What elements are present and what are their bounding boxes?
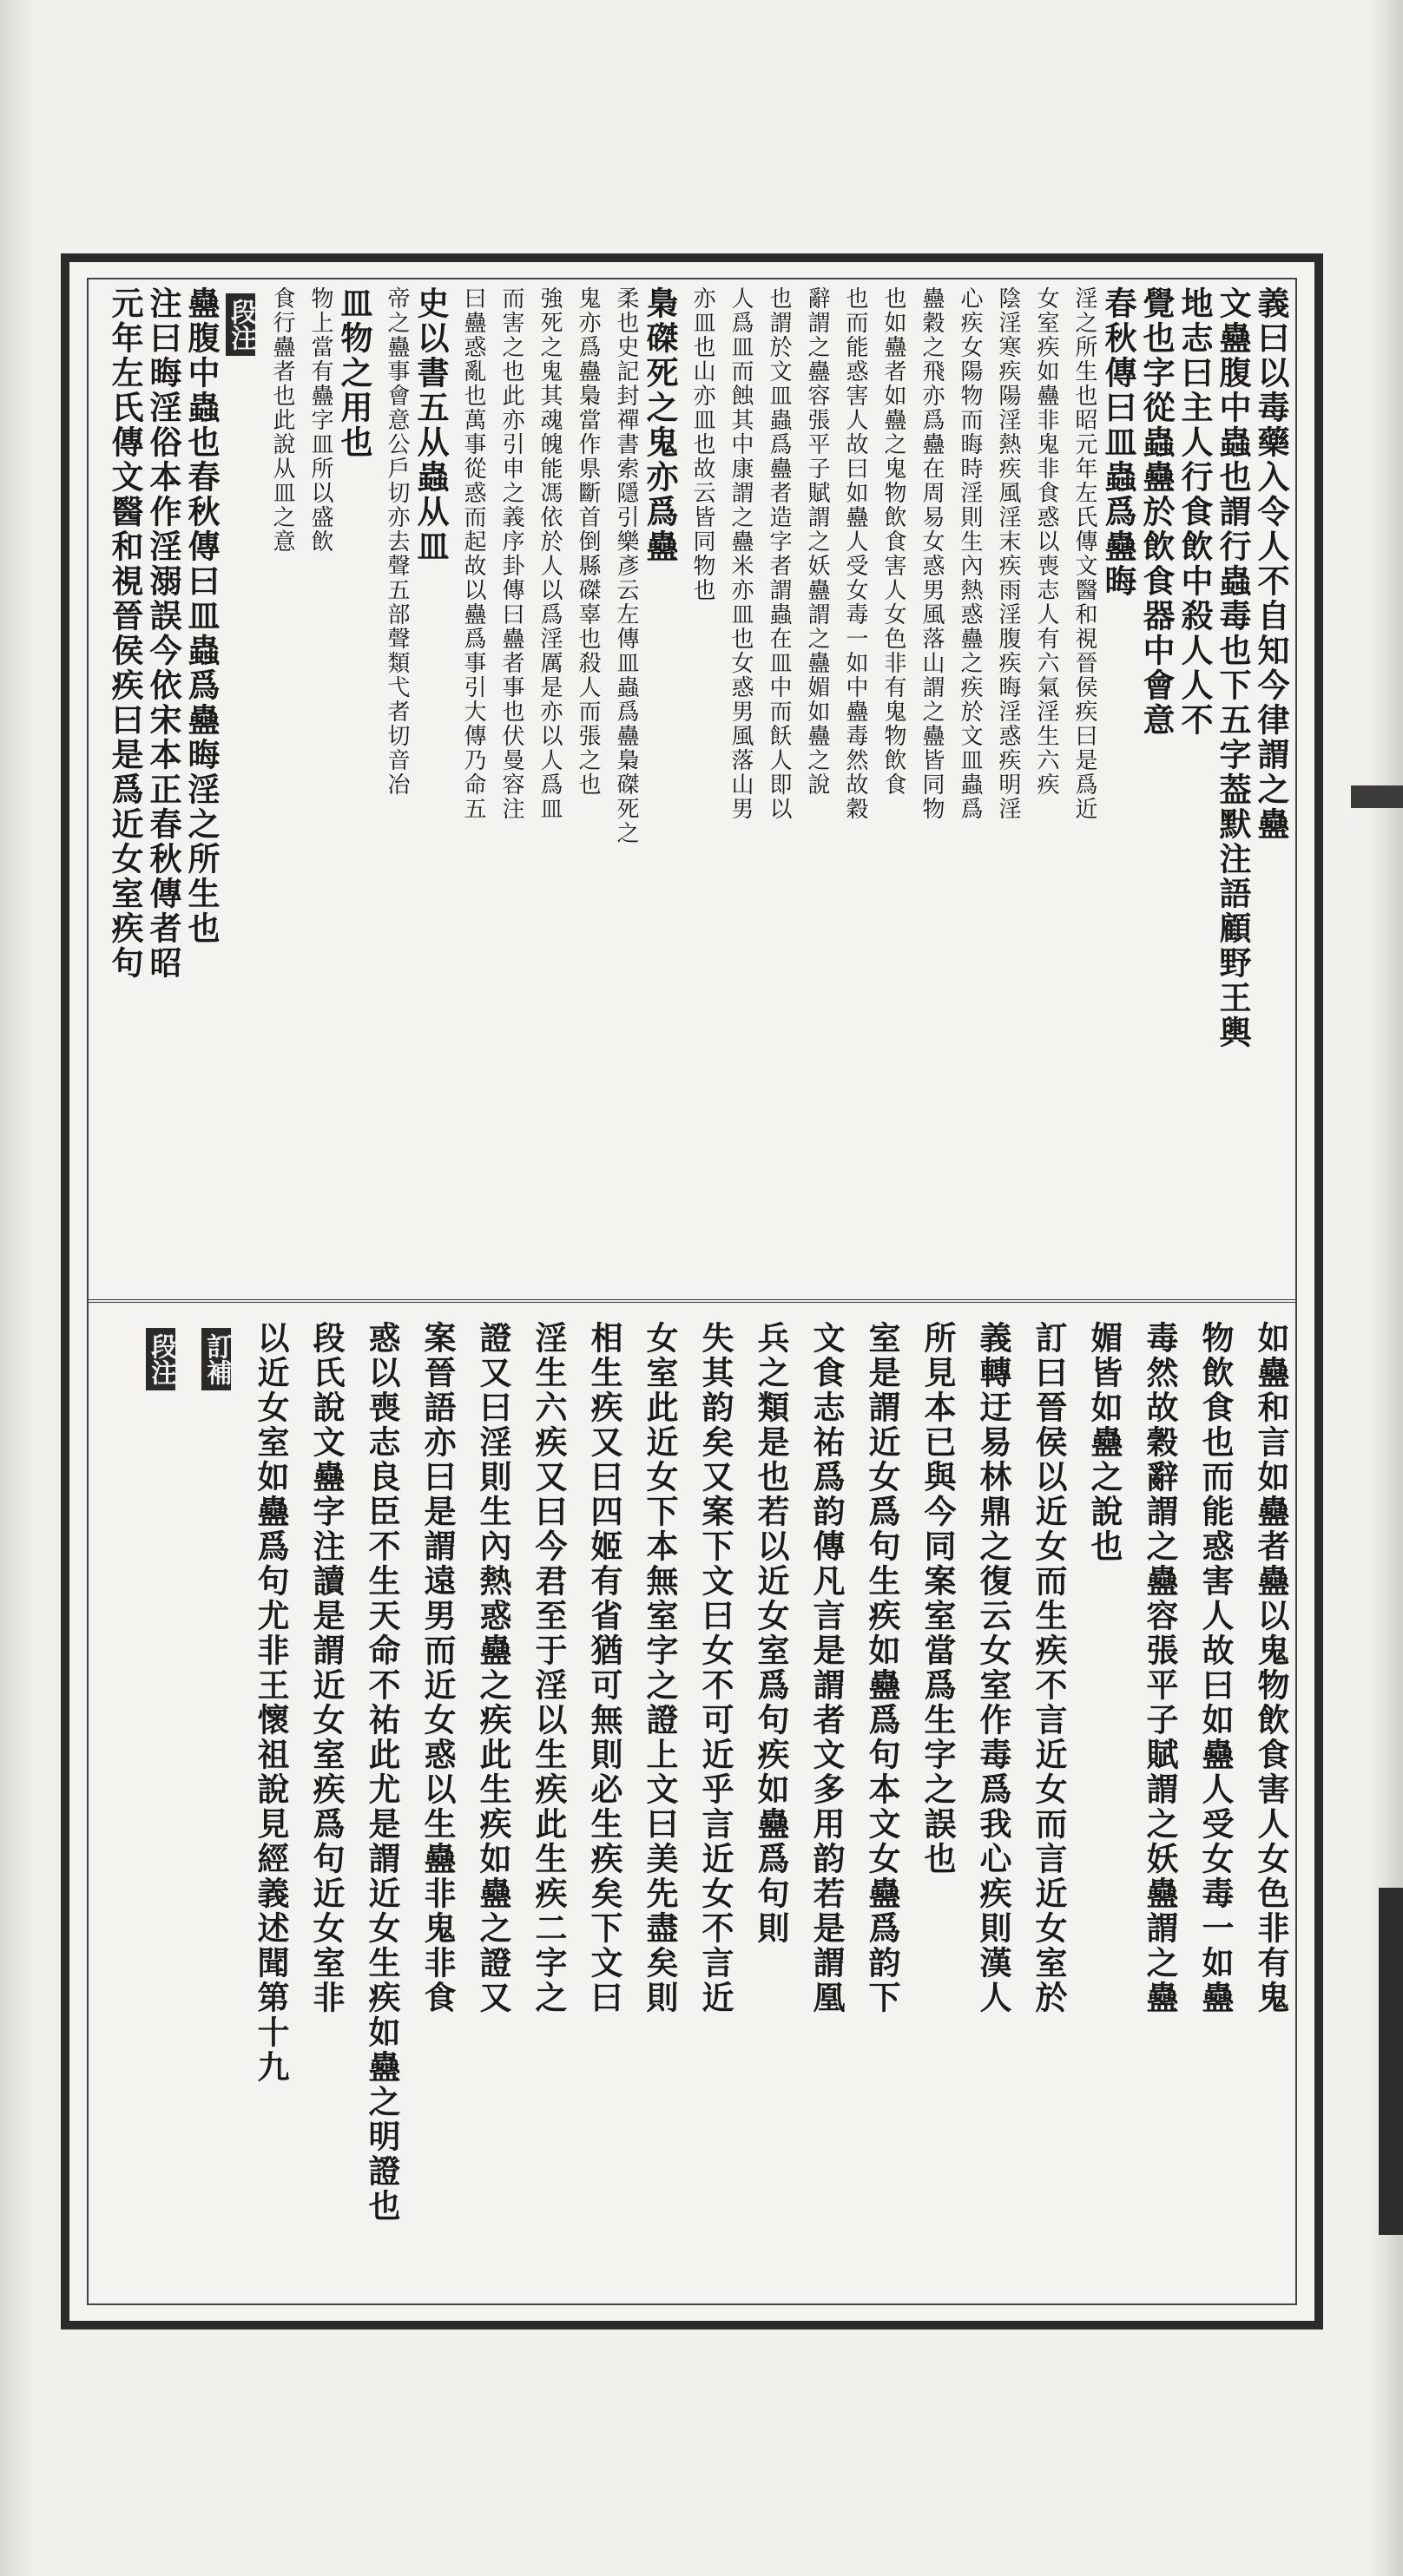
upper-column-22: 史以書五从蟲从皿	[412, 286, 450, 564]
lower-column-9: 兵之類是也若以近女室爲句疾如蠱爲句則	[752, 1321, 790, 1946]
binding-shadow-mark	[1379, 1888, 1403, 2235]
lower-column-16: 惑以喪志良臣不生天命不祐此尤是謂近女生疾如蠱之明證也	[363, 1321, 401, 2224]
upper-column-8: 心疾女陽物而晦時淫則生內熱惑蠱之疾於文皿蟲爲	[957, 286, 983, 821]
upper-column-30: 元年左氏傳文醫和視晉侯疾曰是爲近女室疾句	[106, 286, 144, 981]
lower-column-5: 義轉迂易林鼎之復云女室作毒爲我心疾則漢人	[974, 1321, 1012, 2015]
lower-column-6: 所見本已與今同案室當爲生字之誤也	[919, 1321, 957, 1876]
lower-column-17: 段氏說文蠱字注讀是謂近女室疾爲句近女室非	[307, 1321, 346, 2015]
upper-column-11: 也而能惑害人故曰如蠱人受女毒一如中蠱毒然故穀	[842, 286, 868, 821]
upper-column-0: 義曰以毒藥入令人不自知今律謂之蠱	[1252, 286, 1290, 842]
upper-column-28: 蠱腹中蟲也春秋傳曰皿蟲爲蠱晦淫之所生也	[182, 286, 221, 946]
upper-column-12: 辭謂之蠱容張平子賦謂之妖蠱謂之蠱媚如蠱之說	[804, 286, 830, 797]
upper-column-16: 梟磔死之鬼亦爲蠱	[641, 286, 679, 564]
lower-column-4: 訂曰晉侯以近女而生疾不言近女而言近女室於	[1030, 1321, 1068, 2015]
upper-column-5: 淫之所生也昭元年左氏傳文醫和視晉侯疾曰是爲近	[1071, 286, 1097, 821]
lower-column-18: 以近女室如蠱爲句尤非王懷祖說見經義述聞第十九	[252, 1321, 290, 2085]
upper-column-26: 食行蠱者也此說从皿之意	[269, 286, 295, 554]
lower-column-12: 相生疾又曰四姬有省猶可無則必生疾矣下文曰	[585, 1321, 623, 2015]
annotation-tag: 段注	[146, 1328, 175, 1390]
lower-column-2: 毒然故穀辭謂之蠱容張平子賦謂之妖蠱謂之蠱	[1141, 1321, 1179, 2015]
page-frame	[61, 253, 1323, 2330]
upper-column-24: 皿物之用也	[335, 286, 373, 460]
upper-column-2: 地志曰主人行食飲中殺人人不	[1176, 286, 1214, 738]
lower-column-11: 女室此近女下本無室字之證上文曰美先盡矣則	[641, 1321, 679, 2015]
lower-register	[89, 1312, 1295, 2303]
lower-column-10: 失其韵矣又案下文曰女不可近乎言近女不言近	[696, 1321, 734, 2015]
annotation-tag: 訂補	[201, 1328, 231, 1390]
binding-thread-mark	[1351, 785, 1403, 808]
upper-column-13: 也謂於文皿蟲爲蠱者造字者謂蟲在皿中而飫人即以	[766, 286, 792, 821]
lower-column-0: 如蠱和言如蠱者蠱以鬼物飲食害人女色非有鬼	[1252, 1321, 1290, 2015]
lower-column-8: 文食志祐爲韵傳凡言是謂者文多用韵若是謂凰	[807, 1321, 846, 2015]
lower-column-15: 案晉語亦曰是謂遠男而近女惑以生蠱非鬼非食	[418, 1321, 457, 2015]
upper-column-1: 文蠱腹中蟲也謂行蟲毒也下五字葢默注語顧野王輿	[1214, 286, 1252, 1050]
page-edge-left	[0, 0, 40, 2576]
upper-column-15: 亦皿也山亦皿也故云皆同物也	[689, 286, 715, 602]
upper-column-29: 注曰晦淫俗本作淫溺誤今依宋本正春秋傳者昭	[144, 286, 182, 981]
lower-column-3: 媚皆如蠱之說也	[1085, 1321, 1123, 1564]
upper-column-19: 強死之鬼其魂魄能馮依於人以爲淫厲是亦以人爲皿	[537, 286, 563, 821]
lower-column-7: 室是謂近女爲句生疾如蠱爲句本文女蠱爲韵下	[863, 1321, 901, 2015]
lower-column-13: 淫生六疾又曰今君至于淫以生疾此生疾二字之	[530, 1321, 568, 2015]
text-block	[87, 278, 1297, 2305]
upper-column-14: 人爲皿而蝕其中康謂之蠱米亦皿也女惑男風落山男	[728, 286, 754, 821]
upper-column-18: 鬼亦爲蠱梟當作県斷首倒縣磔辜也殺人而張之也	[575, 286, 601, 797]
upper-column-27	[226, 286, 255, 1285]
upper-column-3: 覺也字從蟲蠱於飲食器中會意	[1137, 286, 1176, 738]
upper-column-21: 曰蠱惑亂也萬事從惑而起故以蠱爲事引大傳乃命五	[460, 286, 486, 821]
upper-column-7: 陰淫寒疾陽淫熱疾風淫末疾雨淫腹疾晦淫惑疾明淫	[995, 286, 1021, 821]
upper-column-9: 蠱穀之飛亦爲蠱在周易女惑男風落山謂之蠱皆同物	[919, 286, 945, 821]
upper-column-4: 春秋傳曰皿蟲爲蠱晦	[1099, 286, 1137, 599]
lower-column-14: 證又曰淫則生內熱惑蠱之疾此生疾如蠱之證又	[474, 1321, 512, 2015]
register-divider	[89, 1299, 1295, 1303]
upper-column-6: 女室疾如蠱非鬼非食惑以喪志人有六氣淫生六疾	[1033, 286, 1059, 797]
upper-column-20: 而害之也此亦引申之義序卦傳曰蠱者事也伏曼容注	[498, 286, 524, 821]
upper-column-25: 物上當有蠱字皿所以盛飲	[307, 286, 333, 554]
lower-column-19	[201, 1321, 231, 2315]
annotation-tag: 段注	[226, 293, 255, 356]
upper-column-17: 柔也史記封禪書索隱引樂彥云左傳皿蟲爲蠱梟磔死之	[613, 286, 639, 845]
lower-column-20	[146, 1321, 175, 2315]
upper-column-23: 帝之蠱事會意公戶切亦去聲五部聲類弋者切音冶	[384, 286, 410, 797]
lower-column-1: 物飲食也而能惑害人故曰如蠱人受女毒一如蠱	[1196, 1321, 1235, 2015]
upper-column-10: 也如蠱者如蠱之鬼物飲食害人女色非有鬼物飲食	[880, 286, 906, 797]
